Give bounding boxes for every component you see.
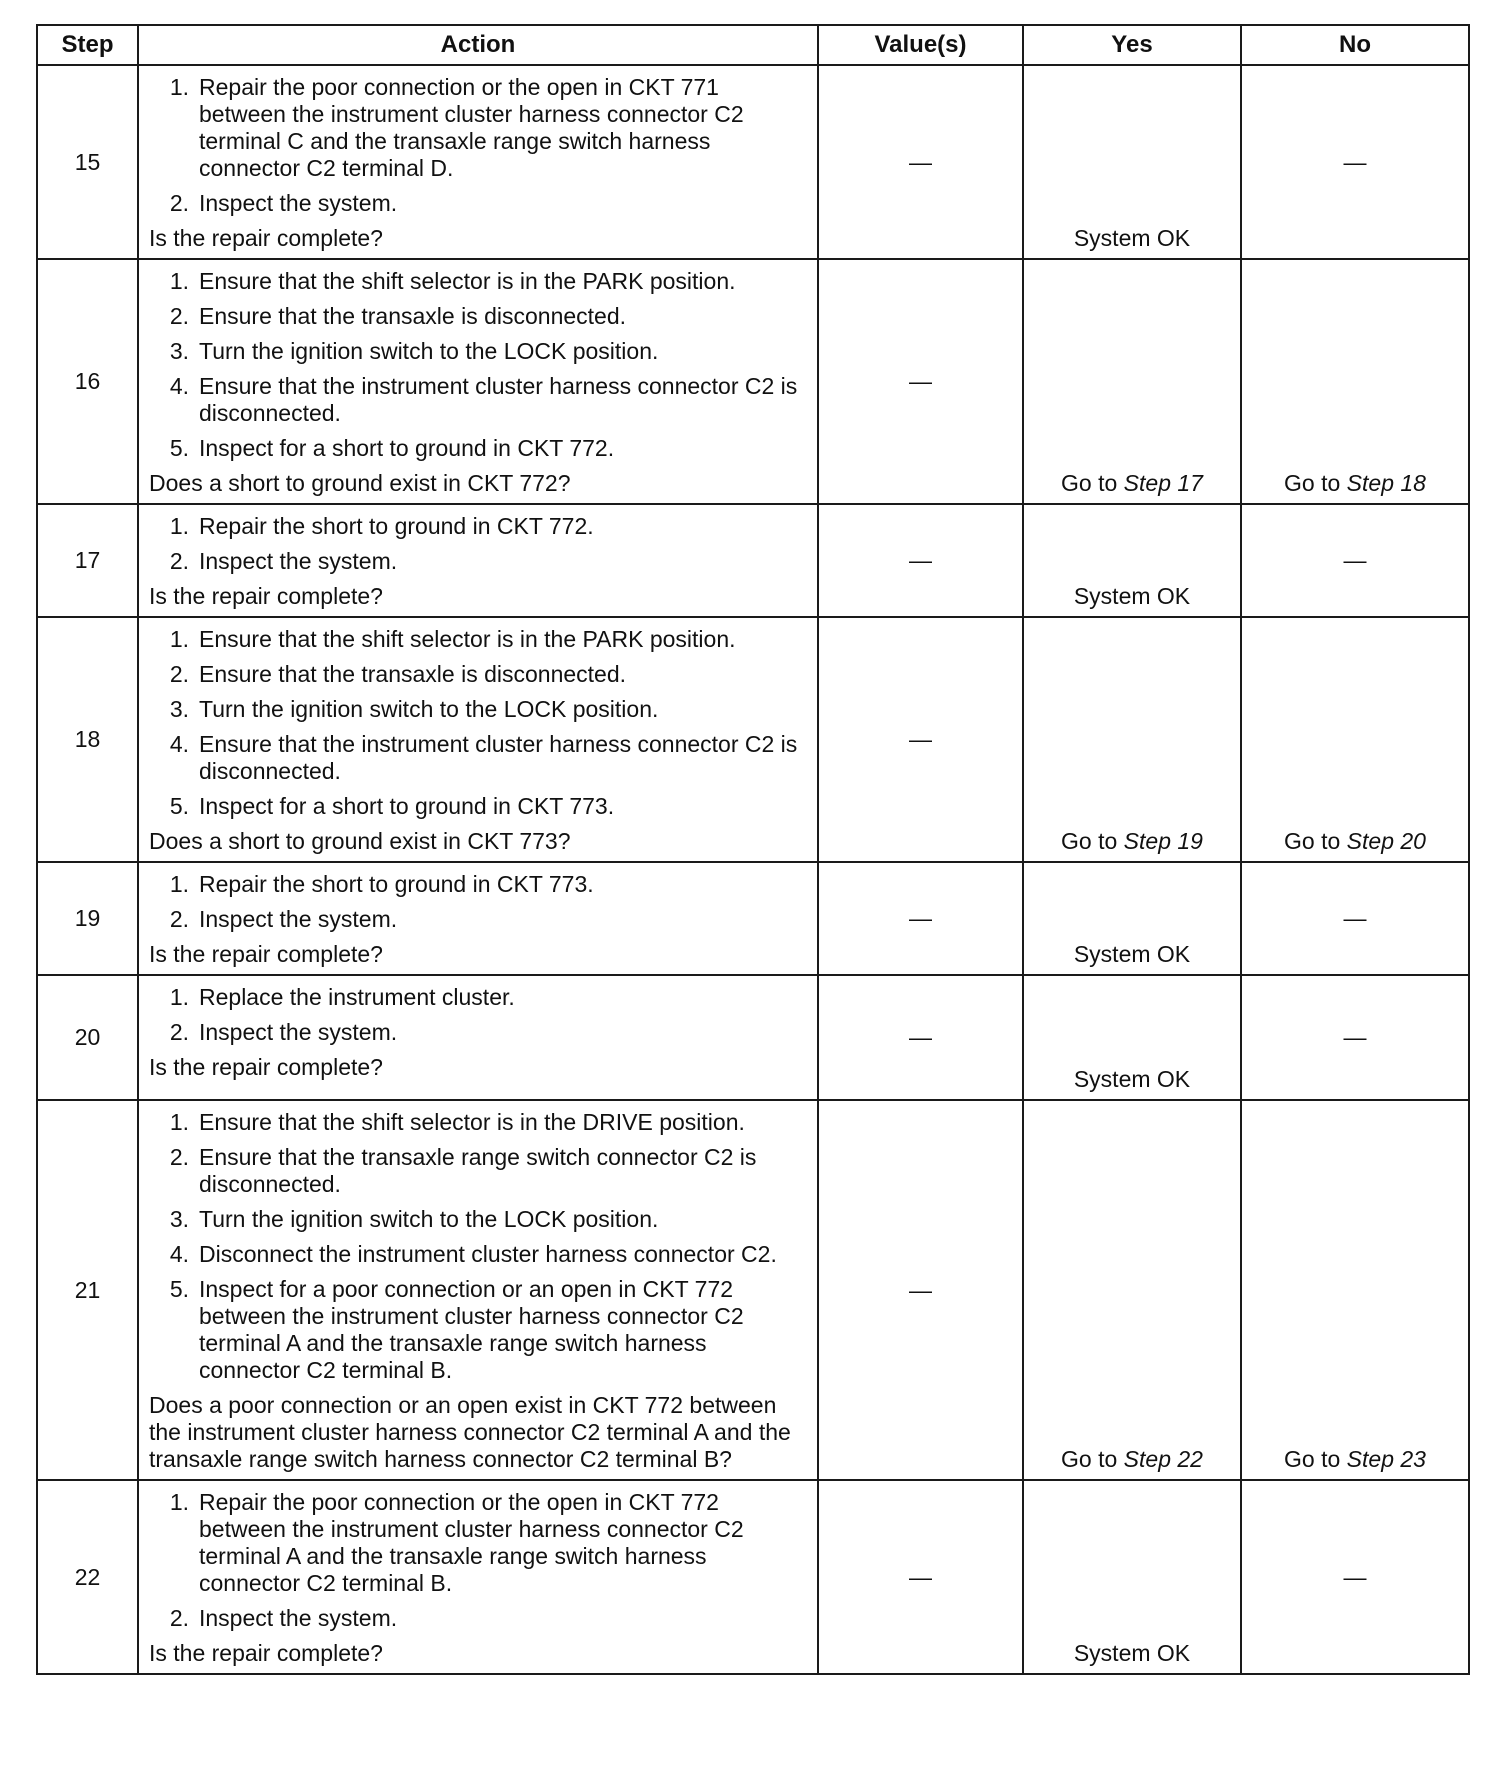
- action-item: [149, 1019, 807, 1046]
- step-number: 22: [37, 1480, 138, 1674]
- no-outcome: [1242, 1446, 1468, 1473]
- yes-outcome: [1024, 225, 1240, 252]
- header-step: Step: [37, 25, 138, 65]
- header-row: [37, 25, 1469, 65]
- action-item: [149, 74, 807, 182]
- action-item-text: Repair the poor connection or the open in CKT 772 between the instrument cluster harness connector C2 terminal A and the transaxle range switch harness connector C2 terminal B.: [199, 1489, 744, 1596]
- yes-cell: [1023, 65, 1241, 259]
- header-action: Action: [138, 25, 818, 65]
- action-item-number: 2.: [169, 548, 189, 574]
- no-dash: —: [1343, 1024, 1367, 1050]
- action-item-text: Inspect the system.: [199, 1019, 398, 1045]
- action-item-number: 3.: [169, 338, 189, 364]
- action-item: [149, 1206, 807, 1233]
- action-item: [149, 548, 807, 575]
- yes-outcome-text: Go to: [1061, 1446, 1124, 1472]
- value-cell: [818, 862, 1023, 975]
- action-item-number: 1.: [169, 1489, 189, 1515]
- yes-outcome: [1024, 828, 1240, 855]
- action-question: Is the repair complete?: [149, 941, 383, 967]
- yes-outcome-text: Go to: [1061, 828, 1124, 854]
- value-cell: [818, 617, 1023, 862]
- no-cell: [1241, 975, 1469, 1100]
- action-item: [149, 626, 807, 653]
- value-text: —: [909, 547, 932, 573]
- yes-outcome-text: System OK: [1073, 225, 1191, 251]
- step-number: 18: [37, 617, 138, 862]
- no-dash: —: [1343, 547, 1367, 573]
- action-item: [149, 1109, 807, 1136]
- action-item-text: Ensure that the shift selector is in the PARK position.: [199, 626, 736, 652]
- action-item-number: 2.: [169, 190, 189, 216]
- action-item-number: 2.: [169, 1605, 189, 1631]
- action-item: [149, 1276, 807, 1384]
- no-outcome-text: Go to: [1284, 1446, 1347, 1472]
- no-step-reference: Step 23: [1346, 1446, 1426, 1472]
- yes-outcome: [1024, 470, 1240, 497]
- action-question: Is the repair complete?: [149, 1054, 383, 1080]
- action-cell: [138, 1480, 818, 1674]
- action-item-number: 2.: [169, 661, 189, 687]
- no-outcome-text: Go to: [1284, 470, 1347, 496]
- action-list: [149, 626, 807, 820]
- action-cell: [138, 617, 818, 862]
- action-item-number: 5.: [169, 1276, 189, 1302]
- no-step-reference: Step 20: [1346, 828, 1426, 854]
- step-number: 17: [37, 504, 138, 617]
- yes-cell: [1023, 975, 1241, 1100]
- table-row: [37, 862, 1469, 975]
- header-yes: Yes: [1023, 25, 1241, 65]
- action-item-number: 5.: [169, 435, 189, 461]
- table-body: [37, 65, 1469, 1674]
- action-item-text: Inspect the system.: [199, 1605, 398, 1631]
- action-item: [149, 303, 807, 330]
- action-question: Does a poor connection or an open exist in CKT 772 between the instrument cluster harness connector C2 terminal A and the transaxle range switch harness connector C2 terminal B?: [149, 1392, 791, 1472]
- action-item-text: Inspect for a short to ground in CKT 772.: [199, 435, 615, 461]
- yes-cell: [1023, 862, 1241, 975]
- header-values: Value(s): [818, 25, 1023, 65]
- yes-step-reference: Step 22: [1123, 1446, 1203, 1472]
- action-item: [149, 793, 807, 820]
- yes-outcome-text: System OK: [1073, 1640, 1191, 1666]
- action-item: [149, 1144, 807, 1198]
- action-item-number: 4.: [169, 731, 189, 757]
- action-item: [149, 1489, 807, 1597]
- action-item-number: 3.: [169, 1206, 189, 1232]
- action-item: [149, 731, 807, 785]
- no-dash: —: [1343, 148, 1367, 175]
- no-cell: [1241, 1480, 1469, 1674]
- table-row: [37, 1100, 1469, 1480]
- value-cell: [818, 1480, 1023, 1674]
- step-number: 15: [37, 65, 138, 259]
- action-item: [149, 190, 807, 217]
- no-cell: [1241, 504, 1469, 617]
- action-list: [149, 984, 807, 1046]
- action-item: [149, 1605, 807, 1632]
- action-item-text: Inspect the system.: [199, 906, 398, 932]
- action-item-text: Inspect for a poor connection or an open in CKT 772 between the instrument cluster harness connector C2 terminal A and the transaxle range switch harness connector C2 terminal B.: [199, 1276, 744, 1383]
- action-item-text: Repair the short to ground in CKT 772.: [199, 513, 594, 539]
- yes-outcome-text: System OK: [1073, 583, 1191, 609]
- yes-outcome: [1024, 941, 1240, 968]
- action-question: Is the repair complete?: [149, 1640, 383, 1666]
- value-cell: [818, 65, 1023, 259]
- action-item: [149, 1241, 807, 1268]
- action-item-text: Ensure that the shift selector is in the PARK position.: [199, 268, 736, 294]
- yes-cell: [1023, 1480, 1241, 1674]
- action-cell: [138, 975, 818, 1100]
- action-item-text: Ensure that the transaxle range switch connector C2 is disconnected.: [199, 1144, 757, 1197]
- yes-step-reference: Step 19: [1123, 828, 1203, 854]
- action-item-number: 5.: [169, 793, 189, 819]
- action-list: [149, 1489, 807, 1632]
- action-question: Does a short to ground exist in CKT 772?: [149, 470, 571, 496]
- yes-outcome-text: Go to: [1061, 470, 1124, 496]
- action-item: [149, 871, 807, 898]
- value-text: —: [909, 1276, 932, 1303]
- yes-cell: [1023, 259, 1241, 504]
- value-text: —: [909, 905, 932, 931]
- value-text: —: [909, 148, 932, 175]
- action-item-text: Turn the ignition switch to the LOCK position.: [199, 338, 659, 364]
- action-item-number: 1.: [169, 1109, 189, 1135]
- header-no: No: [1241, 25, 1469, 65]
- step-number: 20: [37, 975, 138, 1100]
- value-text: —: [909, 368, 932, 394]
- action-item-text: Repair the poor connection or the open in CKT 771 between the instrument cluster harness connector C2 terminal C and the transaxle range switch harness connector C2 terminal D.: [199, 74, 744, 181]
- action-list: [149, 871, 807, 933]
- step-number: 21: [37, 1100, 138, 1480]
- action-question: Is the repair complete?: [149, 225, 383, 251]
- no-cell: [1241, 259, 1469, 504]
- yes-outcome: [1024, 1066, 1240, 1093]
- value-text: —: [909, 1563, 932, 1590]
- action-item: [149, 661, 807, 688]
- action-item-text: Replace the instrument cluster.: [199, 984, 515, 1010]
- yes-cell: [1023, 1100, 1241, 1480]
- action-item-number: 2.: [169, 1019, 189, 1045]
- action-cell: [138, 1100, 818, 1480]
- action-item-text: Ensure that the transaxle is disconnected.: [199, 303, 627, 329]
- yes-outcome-text: System OK: [1073, 1066, 1191, 1092]
- action-item: [149, 984, 807, 1011]
- action-item-number: 2.: [169, 906, 189, 932]
- table-row: [37, 617, 1469, 862]
- no-cell: [1241, 862, 1469, 975]
- yes-cell: [1023, 504, 1241, 617]
- action-item: [149, 435, 807, 462]
- action-item-text: Inspect for a short to ground in CKT 773.: [199, 793, 615, 819]
- action-item-number: 1.: [169, 74, 189, 100]
- value-text: —: [909, 726, 932, 752]
- action-cell: [138, 504, 818, 617]
- value-cell: [818, 975, 1023, 1100]
- action-item-text: Ensure that the transaxle is disconnected.: [199, 661, 627, 687]
- yes-cell: [1023, 617, 1241, 862]
- step-number: 19: [37, 862, 138, 975]
- action-item: [149, 338, 807, 365]
- yes-outcome-text: System OK: [1073, 941, 1191, 967]
- action-item: [149, 513, 807, 540]
- action-list: [149, 1109, 807, 1384]
- action-item-number: 1.: [169, 268, 189, 294]
- action-item-text: Inspect the system.: [199, 548, 398, 574]
- action-item-number: 4.: [169, 1241, 189, 1267]
- no-cell: [1241, 65, 1469, 259]
- table-row: [37, 504, 1469, 617]
- action-item-text: Inspect the system.: [199, 190, 398, 216]
- action-list: [149, 74, 807, 217]
- no-dash: —: [1343, 1563, 1367, 1590]
- table-row: [37, 1480, 1469, 1674]
- action-item: [149, 696, 807, 723]
- action-item-number: 1.: [169, 626, 189, 652]
- no-cell: [1241, 1100, 1469, 1480]
- action-item: [149, 268, 807, 295]
- value-text: —: [909, 1024, 932, 1050]
- value-cell: [818, 1100, 1023, 1480]
- action-list: [149, 513, 807, 575]
- action-item-number: 2.: [169, 1144, 189, 1170]
- action-item-text: Ensure that the instrument cluster harness connector C2 is disconnected.: [199, 373, 798, 426]
- action-question: Does a short to ground exist in CKT 773?: [149, 828, 571, 854]
- action-cell: [138, 259, 818, 504]
- action-item-text: Turn the ignition switch to the LOCK position.: [199, 1206, 659, 1232]
- action-question: Is the repair complete?: [149, 583, 383, 609]
- no-dash: —: [1343, 905, 1367, 931]
- table-row: [37, 975, 1469, 1100]
- yes-outcome: [1024, 583, 1240, 610]
- action-item-number: 1.: [169, 984, 189, 1010]
- no-step-reference: Step 18: [1346, 470, 1426, 496]
- yes-step-reference: Step 17: [1123, 470, 1203, 496]
- action-item: [149, 373, 807, 427]
- diagnostic-table: [36, 24, 1470, 1675]
- action-item-text: Ensure that the shift selector is in the DRIVE position.: [199, 1109, 745, 1135]
- action-item: [149, 906, 807, 933]
- action-item-number: 4.: [169, 373, 189, 399]
- table-row: [37, 65, 1469, 259]
- action-cell: [138, 862, 818, 975]
- action-cell: [138, 65, 818, 259]
- action-item-number: 1.: [169, 871, 189, 897]
- no-outcome: [1242, 828, 1468, 855]
- no-cell: [1241, 617, 1469, 862]
- no-outcome-text: Go to: [1284, 828, 1347, 854]
- table-row: [37, 259, 1469, 504]
- step-number: 16: [37, 259, 138, 504]
- action-item-number: 3.: [169, 696, 189, 722]
- action-item-text: Ensure that the instrument cluster harness connector C2 is disconnected.: [199, 731, 798, 784]
- no-outcome: [1242, 470, 1468, 497]
- yes-outcome: [1024, 1446, 1240, 1473]
- value-cell: [818, 259, 1023, 504]
- action-item-text: Disconnect the instrument cluster harness connector C2.: [199, 1241, 777, 1267]
- action-item-text: Turn the ignition switch to the LOCK position.: [199, 696, 659, 722]
- action-item-text: Repair the short to ground in CKT 773.: [199, 871, 594, 897]
- action-item-number: 2.: [169, 303, 189, 329]
- action-item-number: 1.: [169, 513, 189, 539]
- yes-outcome: [1024, 1640, 1240, 1667]
- action-list: [149, 268, 807, 462]
- value-cell: [818, 504, 1023, 617]
